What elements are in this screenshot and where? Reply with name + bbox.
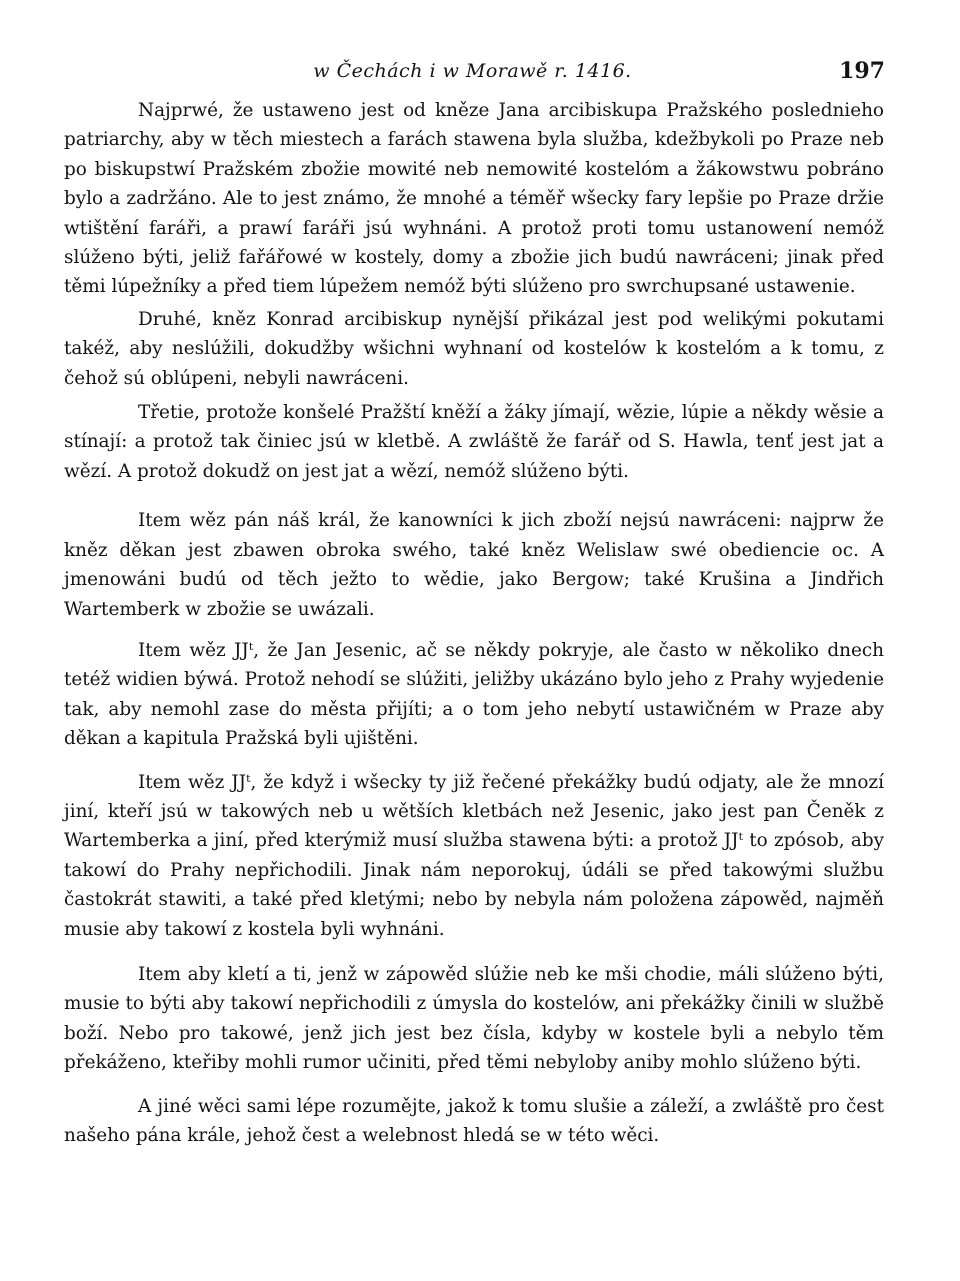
- paragraph-8: A jiné wěci sami lépe rozumějte, jakož k tomu slušie a záleží, a zwláště pro čest našeho pána krále, jehož čest a welebnost hledá se w této wěci.: [64, 1095, 884, 1146]
- paragraph-3: Třetie, protože konšelé Pražští kněží a žáky jímají, wězie, lúpie a někdy wěsie a stínají: a protož tak činiec jsú w kletbě. A zwláště že farář od S. Hawla, tenť jest jat a wězí. A protož dokudž on jest jat a wězí, nemóž slúženo býti.: [64, 402, 884, 482]
- paragraph-5: Item wěz JJᵗ, že Jan Jesenic, ač se někdy pokryje, ale často w několiko dnech tetéž widien býwá. Protož nehodí se slúžiti, jeližby ukázáno bylo jeho z Prahy wyjedenie tak, aby nemohl zase do města přijíti; a o tom jeho nebytí ustawičném w Praze aby děkan a kapitula Pražská byli ujištěni.: [64, 639, 884, 750]
- paragraph-7: Item aby kletí a ti, jenž w zápowěd slúžie neb ke mši chodie, máli slúženo býti, musie to býti aby takowí nepřichodili z úmysla do kostelów, ani překážky činili w službě boží. Nebo pro takowé, jenž jich jest bez čísla, kdyby w kostele byli a nebylo těm překáženo, kteřiby mohli rumor učiniti, před těmi nebyloby aniby mohlo slúženo býti.: [64, 963, 884, 1074]
- running-title: w Čechách i w Morawě r. 1416.: [313, 60, 632, 82]
- paragraph-6: Item wěz JJᵗ, že když i wšecky ty již řečené překážky budú odjaty, ale že mnozí jiní, kteří jsú w takowých neb u wětších kletbách než Jesenic, jako jest pan Čeněk z Wartemberka a jiní, před kterýmiž musí služba stawena býti: a protož JJᵗ to zpósob, aby takowí do Prahy nepřichodili. Jinak nám neporokuj, údáli se před takowými službu častokrát stawiti, a také před kletými; nebo by nebyla nám položena zápowěd, najměň musie aby takowí z kostela byli wyhnáni.: [64, 771, 884, 940]
- paragraph-1: Najprwé, že ustaweno jest od kněze Jana arcibiskupa Pražského poslednieho patriarchy, aby w těch miestech a farách stawena byla služba, kdežbykoli po Praze neb po biskupstwí Pražském zbožie mowité neb nemowité kostelóm a žákowstwu pobráno bylo a zadržáno. Ale to jest známo, že mnohé a téměř wšecky fary lepšie po Praze držie wtištění faráři, a prawí faráři jsú wyhnáni. A protož proti tomu ustanowení nemóž slúženo býti, jeliž fařářowé w kostely, domy a zbožie jich budú nawráceni; jinak před těmi lúpežníky a před tiem lúpežem nemóž býti slúženo pro swrchupsané ustawenie.: [64, 100, 884, 298]
- paragraph-4: Item wěz pán náš král, že kanowníci k jich zboží nejsú nawráceni: najprw že kněz děkan jest zbawen obroka swého, také kněz Welislaw swé obediencie oc. A jmenowáni budú od těch ježto to wědie, jako Bergow; také Krušina a Jindřich Wartemberk w zbožie se uwázali.: [64, 510, 884, 620]
- paragraph-2: Druhé, kněz Konrad arcibiskup nynější přikázal jest pod welikými pokutami takéž, aby neslúžili, dokudžby wšichni wyhnaní od kostelów k kostelóm a k tomu, z čehož sú oblúpeni, nebyli nawráceni.: [64, 308, 884, 389]
- page-header: [60, 60, 885, 88]
- page-number: 197: [839, 58, 885, 84]
- body-text: [64, 96, 884, 1150]
